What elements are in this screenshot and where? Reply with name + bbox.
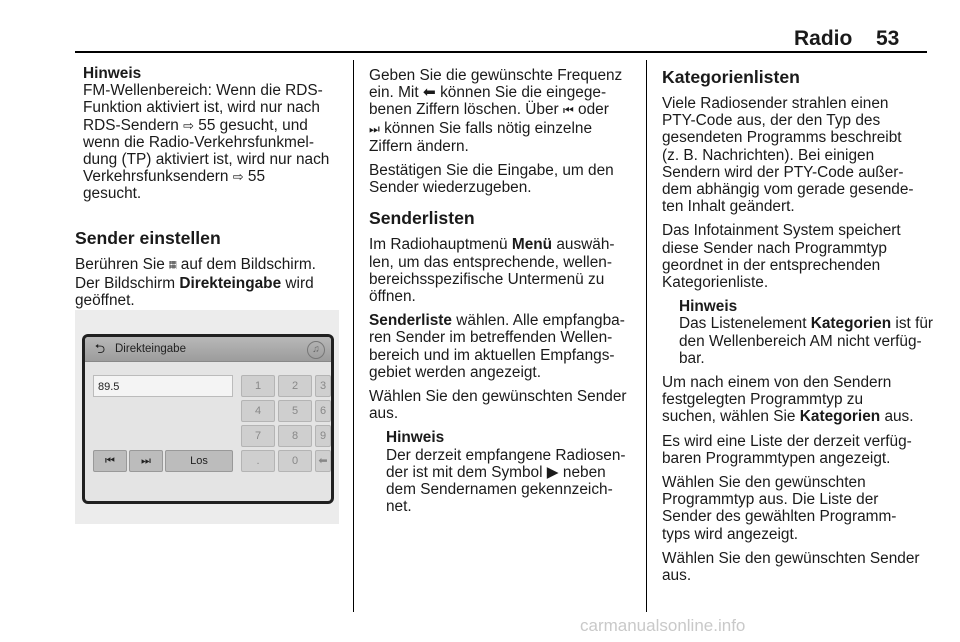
text-line: aus. <box>369 405 399 423</box>
text-line: Wählen Sie den gewünschten Sender <box>369 388 627 406</box>
text-span: Verkehrsfunksendern <box>83 168 229 186</box>
display-bezel <box>82 334 334 504</box>
skip-back-icon: ⏮ <box>562 103 574 118</box>
text-line: gesucht. <box>83 185 142 203</box>
text-span: benen Ziffern löschen. Über <box>369 101 559 119</box>
note-title: Hinweis <box>386 429 445 447</box>
page-reference-icon: ⇨ <box>183 117 194 133</box>
text-span: der ist mit dem Symbol <box>386 463 543 481</box>
note-rds <box>83 65 348 203</box>
text-span: können Sie falls nötig einzelne <box>384 119 593 137</box>
text-line: baren Programmtypen angezeigt. <box>662 449 891 467</box>
text-line: Wählen Sie den gewünschten Sender <box>662 549 920 567</box>
screenshot-figure <box>75 310 339 524</box>
text-line: gebiet werden angezeigt. <box>369 363 541 381</box>
text-line <box>83 117 348 134</box>
ui-term: Senderliste <box>369 312 452 330</box>
paragraph-infotainment <box>662 222 937 291</box>
note-title: Hinweis <box>679 298 738 316</box>
text-line <box>75 275 350 292</box>
text-line: öffnen. <box>369 288 416 306</box>
key-8[interactable]: 8 <box>278 425 312 447</box>
header-rule <box>75 51 927 53</box>
text-line: PTY-Code aus, der den Typ des <box>662 112 881 130</box>
text-line: bar. <box>679 349 705 367</box>
text-line: diese Sender nach Programmtyp <box>662 239 887 257</box>
page-number: 53 <box>876 27 900 50</box>
text-span: RDS-Sendern <box>83 116 179 134</box>
section-heading: Sender einstellen <box>75 228 221 248</box>
text-line: Das Infotainment System speichert <box>662 222 901 240</box>
paragraph-senderliste <box>369 312 644 381</box>
text-line <box>83 168 348 185</box>
paragraph-menu <box>369 236 644 305</box>
key-5[interactable]: 5 <box>278 400 312 422</box>
text-span: 55 <box>247 168 266 186</box>
text-line: dem Sendernamen gekennzeich- <box>386 481 613 499</box>
text-line: gesendeten Programms beschreibt <box>662 129 902 147</box>
text-line: len, um das entsprechende, wellen- <box>369 253 612 271</box>
paragraph-select <box>369 388 644 422</box>
text-line <box>679 315 937 332</box>
key-9[interactable]: 9 <box>315 425 331 447</box>
section-sender-einstellen <box>75 216 350 310</box>
paragraph-final <box>662 550 937 584</box>
text-span: Im Radiohauptmenü <box>369 236 508 254</box>
key-4[interactable]: 4 <box>241 400 275 422</box>
note-current-station <box>369 429 644 515</box>
column-2 <box>369 67 644 522</box>
text-line: Bestätigen Sie die Eingabe, um den <box>369 162 614 180</box>
text-line: Der derzeit empfangene Radiosen- <box>386 446 626 464</box>
text-span: wählen. Alle empfangba- <box>456 312 625 330</box>
los-button[interactable]: Los <box>165 450 233 472</box>
text-span: Der Bildschirm <box>75 275 176 293</box>
text-line: bereich und im aktuellen Empfangs- <box>369 346 615 364</box>
text-span: neben <box>562 463 606 481</box>
text-line: bereichsspezifische Untermenü zu <box>369 270 605 288</box>
text-line: Geben Sie die gewünschte Frequenz <box>369 67 623 84</box>
text-span: suchen, wählen Sie <box>662 408 796 426</box>
text-line: Um nach einem von den Sendern <box>662 374 892 392</box>
text-line: Funktion aktiviert ist, wird nur nach <box>83 99 320 117</box>
text-line: den Wellenbereich AM nicht verfüg- <box>679 332 922 350</box>
text-line: FM-Wellenbereich: Wenn die RDS- <box>83 82 323 100</box>
text-line: wenn die Radio-Verkehrsfunkmel- <box>83 133 314 151</box>
note-title: Hinweis <box>83 65 142 82</box>
tune-icon: 𝄜 <box>169 260 177 272</box>
text-line: aus. <box>662 567 692 585</box>
skip-forward-icon: ⏭ <box>369 121 380 136</box>
text-span: 55 gesucht, und <box>198 116 308 134</box>
column-1 <box>83 65 348 210</box>
paragraph-programmtyp <box>662 474 937 543</box>
text-line: Ziffern ändern. <box>369 137 469 155</box>
paragraph-frequency <box>369 67 644 155</box>
music-note-icon[interactable]: ♫ <box>307 341 325 359</box>
text-span: ist für <box>895 315 934 333</box>
text-line: Sender des gewählten Programm- <box>662 508 897 526</box>
column-3 <box>662 55 937 591</box>
text-line: geöffnet. <box>75 292 135 310</box>
section-heading: Kategorienlisten <box>662 67 800 87</box>
text-line: festgelegten Programmtyp zu <box>662 391 864 409</box>
backspace-key[interactable]: ⬅ <box>315 450 331 472</box>
key-3[interactable]: 3 <box>315 375 331 397</box>
text-line: typs wird angezeigt. <box>662 525 799 543</box>
text-span: Das Listenelement <box>679 315 807 333</box>
screen-title: Direkteingabe <box>115 343 186 355</box>
paragraph-confirm <box>369 162 644 196</box>
text-line: geordnet in der entsprechenden <box>662 256 881 274</box>
text-span: oder <box>578 101 609 119</box>
text-span: ein. Mit <box>369 84 419 102</box>
paragraph-search <box>662 374 937 426</box>
screen-titlebar <box>85 337 331 362</box>
text-line: ten Inhalt geändert. <box>662 198 795 216</box>
paragraph-pty <box>662 95 937 215</box>
watermark: carmanualsonline.info <box>580 616 746 635</box>
ui-term: Menü <box>511 236 553 254</box>
key-dot[interactable]: . <box>241 450 275 472</box>
text-line: (z. B. Nachrichten). Bei einigen <box>662 146 875 164</box>
text-span: Berühren Sie <box>75 256 165 273</box>
key-6[interactable]: 6 <box>315 400 331 422</box>
text-line: Kategorienliste. <box>662 274 769 292</box>
text-span: auswäh- <box>556 236 615 254</box>
key-7[interactable]: 7 <box>241 425 275 447</box>
text-line: Wählen Sie den gewünschten <box>662 474 866 492</box>
text-span: auf dem Bildschirm. <box>180 256 316 273</box>
text-line: dem abhängig vom gerade gesende- <box>662 181 914 199</box>
next-digit-button[interactable]: ⏭ <box>129 450 163 472</box>
ui-term: Kategorien <box>810 315 892 333</box>
key-1[interactable]: 1 <box>241 375 275 397</box>
text-line: Viele Radiosender strahlen einen <box>662 95 889 112</box>
text-line: Programmtyp aus. Die Liste der <box>662 491 879 509</box>
column-divider-1 <box>353 60 354 612</box>
section-heading: Senderlisten <box>369 208 475 229</box>
previous-digit-button[interactable]: ⏮ <box>93 450 127 472</box>
backspace-arrow-icon: ⬅ <box>422 84 436 102</box>
display-screen <box>85 337 331 501</box>
running-header-section: Radio <box>794 27 853 50</box>
frequency-field[interactable]: 89.5 <box>93 375 233 397</box>
note-kategorien <box>662 298 937 367</box>
play-icon: ▶ <box>546 463 559 481</box>
text-line: Sendern wird der PTY-Code außer- <box>662 163 904 181</box>
text-line <box>75 256 350 275</box>
paragraph-list <box>662 433 937 467</box>
key-0[interactable]: 0 <box>278 450 312 472</box>
text-line: Es wird eine Liste der derzeit verfüg- <box>662 432 912 450</box>
text-line: net. <box>386 498 412 516</box>
text-span: aus. <box>884 408 914 426</box>
text-line: dung (TP) aktiviert ist, wird nur nach <box>83 151 330 169</box>
text-line <box>386 464 644 481</box>
back-arrow-icon[interactable]: ⮌ <box>94 341 106 356</box>
column-divider-2 <box>646 60 647 612</box>
text-span: können Sie die eingege- <box>440 84 607 102</box>
page-reference-icon: ⇨ <box>232 169 244 185</box>
ui-term: Kategorien <box>799 408 881 426</box>
text-line: ren Sender im betreffenden Wellen- <box>369 329 613 347</box>
ui-term: Direkteingabe <box>179 275 282 293</box>
text-line: Sender wiederzugeben. <box>369 179 532 197</box>
text-span: wird <box>285 275 314 293</box>
key-2[interactable]: 2 <box>278 375 312 397</box>
